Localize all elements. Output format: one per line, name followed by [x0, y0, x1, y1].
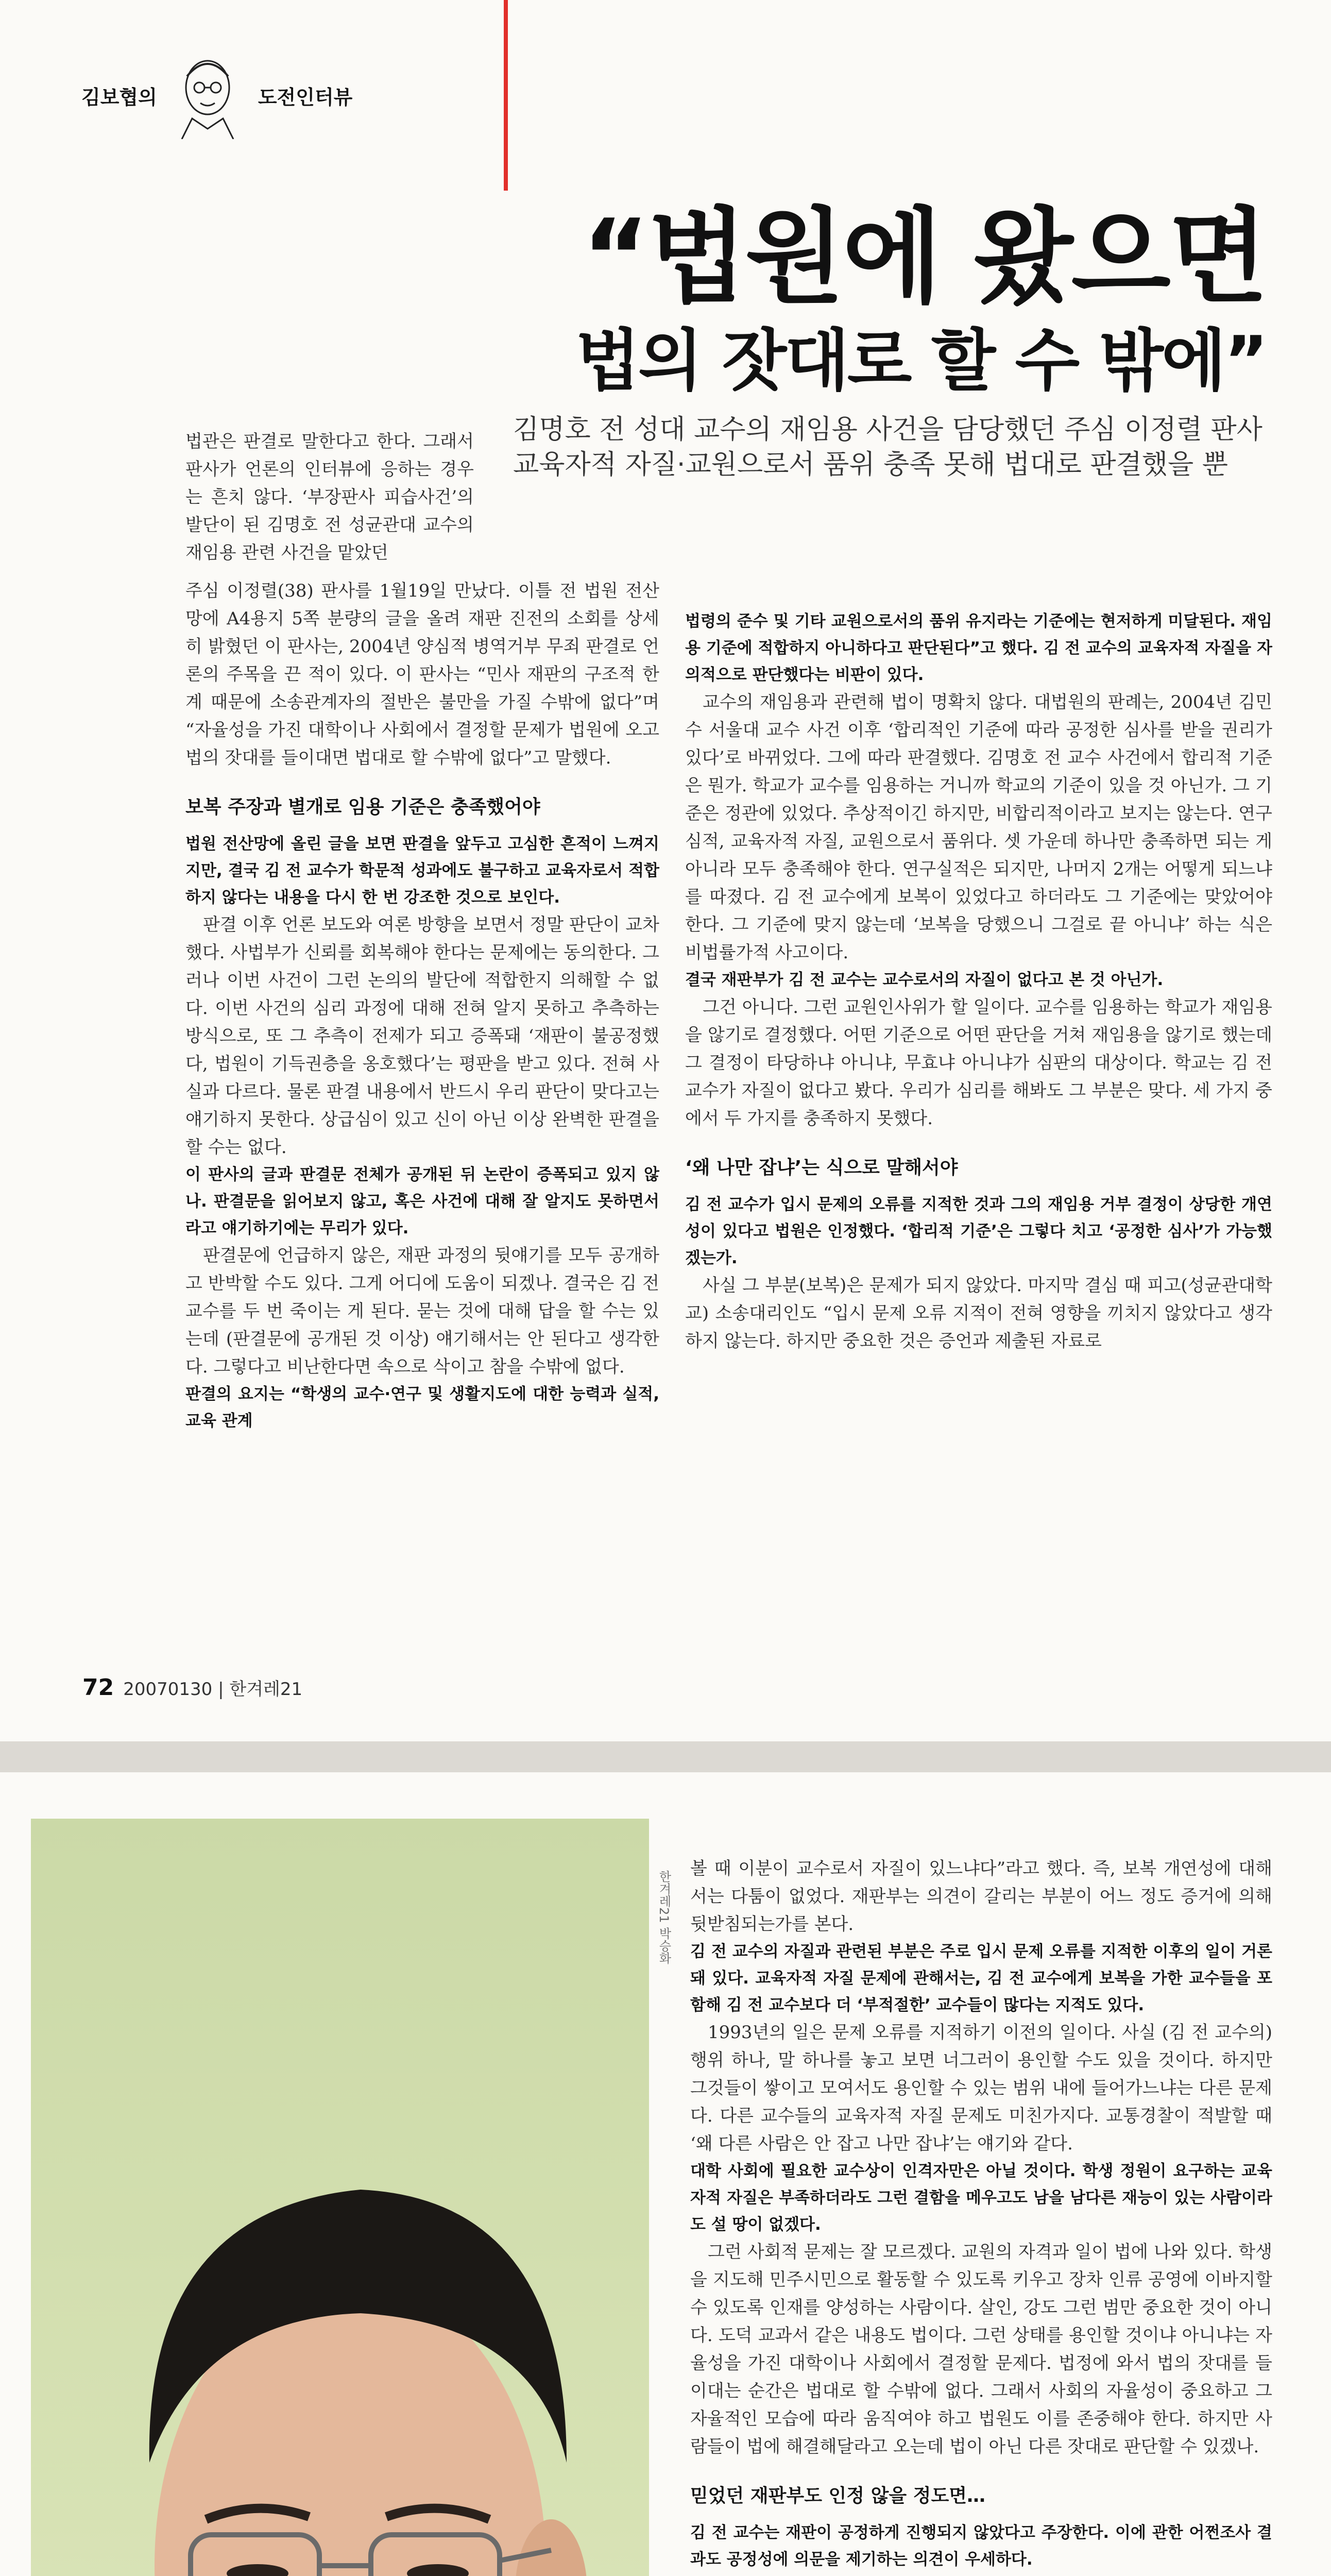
right-column — [690, 1855, 1272, 2576]
question-paragraph: 대학 사회에 필요한 교수상이 인격자만은 아닐 것이다. 학생 정원이 요구하는 교육자적 자질은 부족하더라도 그런 결함을 메우고도 남을 남다른 재능이 있는 사람이라도 설 땅이 없겠다. — [690, 2162, 1272, 2234]
left-column — [185, 577, 659, 1434]
interviewer-sketch-icon — [172, 52, 244, 139]
section-heading: 보복 주장과 별개로 임용 기준은 충족했어야 — [185, 796, 540, 818]
page-folio — [82, 1674, 302, 1701]
body-paragraph: 판결문에 언급하지 않은, 재판 과정의 뒷얘기를 모두 공개하고 반박할 수도 있다. 그게 어디에 도움이 되겠나. 결국은 김 전 교수를 두 번 죽이는 게 된다. 묻는 것에 대해 답을 할 수는 있는데 (판결문에 공개된 것 이상) 얘기해서는 안 된다고 생각한다. 그렇다고 비난한다면 속으로 삭이고 참을 수밖에 없다. — [185, 1245, 659, 1377]
headline — [421, 197, 1266, 402]
body-paragraph: 판결 이후 언론 보도와 여론 방향을 보면서 정말 판단이 교차했다. 사법부가 신뢰를 회복해야 한다는 문제에는 동의한다. 그러나 이번 사건이 그런 논의의 발단에 적합한지 의해할 수 없다. 이번 사건의 심리 과정에 대해 전혀 알지 못하고 추측하는 방식으로, 또 그 추측이 전제가 되고 증폭돼 ‘재판이 불공정했다, 법원이 기득권층을 옹호했다’는 평판을 받고 있다. 전혀 사실과 다르다. 물론 판결 내용에서 반드시 우리 판단이 맞다고는 얘기하지 못한다. 상급심이 있고 신이 아닌 이상 완벽한 판결을 할 수는 없다. — [185, 914, 659, 1158]
question-paragraph: 법원 전산망에 올린 글을 보면 판결을 앞두고 고심한 흔적이 느껴지지만, 결국 김 전 교수가 학문적 성과에도 불구하고 교육자로서 적합하지 않다는 내용을 다시 한 번 강조한 것으로 보인다. — [185, 835, 659, 907]
question-paragraph: 결국 재판부가 김 전 교수는 교수로서의 자질이 없다고 본 것 아닌가. — [685, 971, 1164, 989]
judge-portrait-icon — [31, 1819, 649, 2576]
page-seam — [0, 1741, 1331, 1772]
section-heading: 믿었던 재판부도 인정 않을 정도면… — [690, 2485, 985, 2506]
body-paragraph: 주심 이정렬(38) 판사를 1월19일 만났다. 이틀 전 법원 전산망에 A4용지 5쪽 분량의 글을 올려 재판 진전의 소회를 상세히 밝혔던 이 판사는, 2004년 양심적 병역거부 무죄 판결로 언론의 주목을 끈 적이 있다. 이 판사는 “민사 재판의 구조적 한계 때문에 소송관계자의 절반은 불만을 가질 수밖에 없다”며 “자율성을 가진 대학이나 사회에서 결정할 문제가 법원에 오고 법의 잣대를 들이대면 법대로 할 수밖에 없다”고 말했다. — [185, 581, 659, 768]
headline-line-2: 법의 잣대로 할 수 밖에” — [575, 321, 1266, 400]
body-paragraph — [690, 2573, 1272, 2576]
intro-paragraph: 법관은 판결로 말한다고 한다. 그래서 판사가 언론의 인터뷰에 응하는 경우는 흔치 않다. ‘부장판사 피습사건’의 발단이 된 김명호 전 성균관대 교수의 재임용 관련 사건을 맡았던 — [185, 431, 474, 563]
right-column — [685, 608, 1272, 1355]
body-paragraph: 그런 사회적 문제는 잘 모르겠다. 교원의 자격과 일이 법에 나와 있다. 학생을 지도해 민주시민으로 활동할 수 있도록 키우고 장차 인류 공영에 이바지할 수 있도록 인재를 양성하는 사람이다. 살인, 강도 그런 범만 중요한 것이 아니다. 도덕 교과서 같은 내용도 법이다. 그런 상태를 용인할 것이냐 아니냐는 자율성을 가진 대학이나 사회에서 결정할 문제다. 법정에 와서 법의 잣대를 들이대는 순간은 법대로 할 수밖에 없다. 그래서 사회의 자율성이 중요하고 그 자율적인 모습에 따라 움직여야 하고 법원도 이를 존중해야 한다. 하지만 사람들이 법에 해결해달라고 오는데 법이 아닌 다른 잣대로 판단할 수 있겠나. — [690, 2242, 1272, 2457]
issue-info: 20070130 | 한겨레21 — [123, 1679, 303, 1700]
question-paragraph: 김 전 교수의 자질과 관련된 부분은 주로 입시 문제 오류를 지적한 이후의 일이 거론돼 있다. 교육자적 자질 문제에 관해서는, 김 전 교수에게 보복을 가한 교수들을 포함해 김 전 교수보다 더 ‘부적절한’ 교수들이 많다는 지적도 있다. — [690, 1942, 1272, 2014]
question-paragraph: 법령의 준수 및 기타 교원으로서의 품위 유지라는 기준에는 현저하게 미달된다. 재임용 기준에 적합하지 아니하다고 판단된다”고 했다. 김 전 교수의 교육자적 자질을 자의적으로 판단했다는 비판이 있다. — [685, 612, 1272, 684]
series-label-name: 김보협의 — [81, 86, 157, 109]
section-heading: ‘왜 나만 잡냐’는 식으로 말해서야 — [685, 1157, 958, 1178]
body-paragraph: 교수의 재임용과 관련해 법이 명확치 않다. 대법원의 판례는, 2004년 김민수 서울대 교수 사건 이후 ‘합리적인 기준에 따라 공정한 심사를 받을 권리가 있다’로 바뀌었다. 그에 따라 판결했다. 김명호 전 교수 사건에서 합리적 기준은 뭔가. 학교가 교수를 임용하는 거니까 학교의 기준이 있을 것 아닌가. 그 기준은 정관에 있었다. 추상적이긴 하지만, 비합리적이라고 보지는 않는다. 연구심적, 교육자적 자질, 교원으로서 품위다. 셋 가운데 하나만 충족하면 되는 게 아니라 모두 충족해야 한다. 연구실적은 되지만, 나머지 2개는 어떻게 되느냐를 따졌다. 김 전 교수에게 보복이 있었다고 하더라도 그 기준에는 맞았어야 한다. 그 기준에 맞지 않는데 ‘보복을 당했으니 그걸로 끝 아니냐’ 하는 식은 비법률가적 사고이다. — [685, 692, 1272, 963]
body-paragraph: 사실 그 부분(보복)은 문제가 되지 않았다. 마지막 결심 때 피고(성균관대학교) 소송대리인도 “입시 문제 오류 지적이 전혀 영향을 끼치지 않았다고 생각하지 않는다. 하지만 중요한 것은 증언과 제출된 자료로 — [685, 1275, 1273, 1351]
deck-subtitle: 김명호 전 성대 교수의 재임용 사건을 담당했던 주심 이정렬 판사 교육자적 자질·교원으로서 품위 충족 못해 법대로 판결했을 뿐 — [513, 414, 1262, 480]
question-paragraph: 판결의 요지는 “학생의 교수·연구 및 생활지도에 대한 능력과 실적, 교육 관계 — [185, 1385, 659, 1430]
portrait-photo — [31, 1819, 649, 2576]
magazine-page-73 — [0, 1772, 1331, 2576]
photo-credit: 한겨레21 박승화 — [657, 1870, 671, 1964]
question-paragraph: 김 전 교수는 재판이 공정하게 진행되지 않았다고 주장한다. 이에 관한 어쩐조사 결과도 공정성에 의문을 제기하는 의견이 우세하다. — [690, 2523, 1272, 2569]
question-paragraph: 이 판사의 글과 판결문 전체가 공개된 뒤 논란이 증폭되고 있지 않나. 판결문을 읽어보지 않고, 혹은 사건에 대해 잘 알지도 못하면서라고 얘기하기에는 무리가 있다. — [185, 1165, 659, 1238]
page-number: 72 — [82, 1674, 114, 1701]
body-paragraph: 그건 아니다. 그런 교원인사위가 할 일이다. 교수를 임용하는 학교가 재임용을 않기로 결정했다. 어떤 기준으로 어떤 판단을 거쳐 재임용을 않기로 했는데 그 결정이 타당하냐 아니냐, 무효냐 아니냐가 심판의 대상이다. 학교는 김 전 교수가 자질이 없다고 봤다. 우리가 심리를 해봐도 그 부분은 맞다. 세 가지 중에서 두 가지를 충족하지 못했다. — [685, 997, 1272, 1129]
intro-column — [185, 428, 474, 567]
series-banner — [81, 52, 352, 139]
body-paragraph: 1993년의 일은 문제 오류를 지적하기 이전의 일이다. 사실 (김 전 교수의) 행위 하나, 말 하나를 놓고 보면 너그러이 용인할 수도 있을 것이다. 하지만 그것들이 쌓이고 모여서도 용인할 수 있는 범위 내에 들어가느냐는 다른 문제다. 다른 교수들의 교육자적 자질 문제도 미친가지다. 교통경찰이 적발할 때 ‘왜 다른 사람은 안 잡고 나만 잡냐’는 얘기와 같다. — [690, 2022, 1272, 2154]
series-label-title: 도전인터뷰 — [258, 86, 353, 109]
question-paragraph: 김 전 교수가 입시 문제의 오류를 지적한 것과 그의 재임용 거부 결정이 상당한 개연성이 있다고 법원은 인정했다. ‘합리적 기준’은 그렇다 치고 ‘공정한 심사’가 가능했겠는가. — [685, 1195, 1272, 1267]
headline-line-1: “법원에 왔으면 — [582, 197, 1266, 317]
accent-rule — [504, 0, 508, 191]
body-paragraph: 볼 때 이분이 교수로서 자질이 있느냐다”라고 했다. 즉, 보복 개연성에 대해서는 다툼이 없었다. 재판부는 의견이 갈리는 부분이 어느 정도 증거에 의해 뒷받침되는가를 본다. — [690, 1858, 1272, 1935]
